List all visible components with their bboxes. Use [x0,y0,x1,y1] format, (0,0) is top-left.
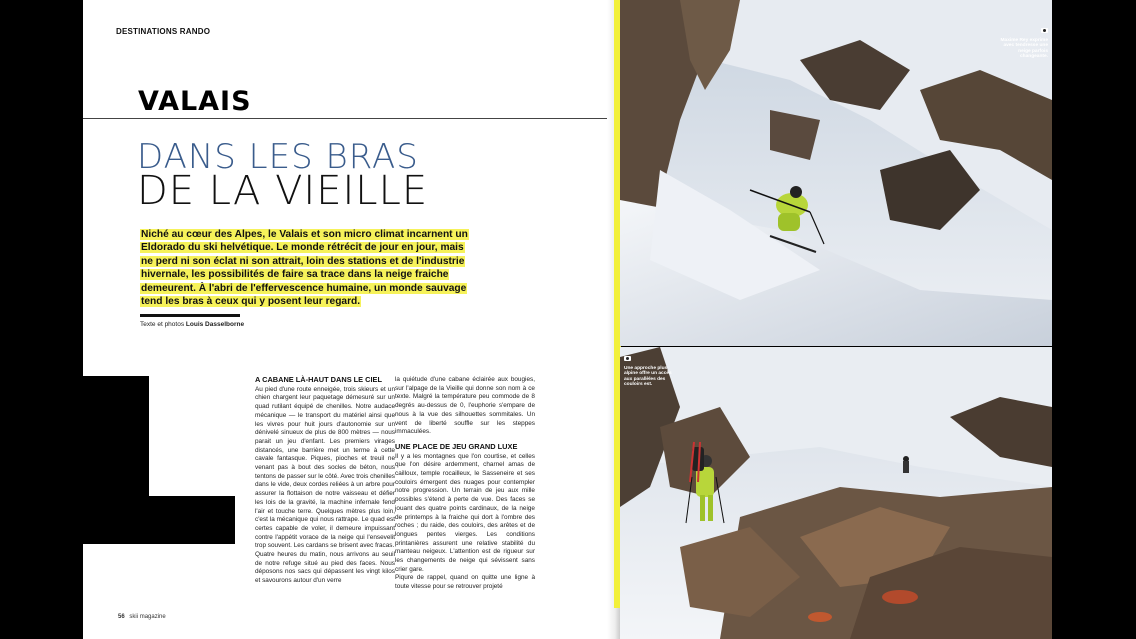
article-column-2 [395,376,535,592]
dropcap-stem [83,376,149,496]
photo-caption-top [998,28,1048,60]
article-paragraph-4: Il y a les montagnes que l'on courtise, et celles que l'on désire ardemment, charnel amas de cailloux, temple rocailleux, le Sasseneire et ses couloirs émergent des nuages pour contempler notre progression. Un terrain de jeu aux mille possibles s'étend à perte de vue. Des faces se jouant des quatre points cardinaux, de la neige de printemps à la fraiche qui dort à l'ombre des roches ; du raide, des couloirs, des arêtes et de longues pentes vierges. Les conditions printanières assurent une relative stabilité du manteau neigeux. L'attention est de rigueur sur les changements de neige qui sévissent sans crier gare. [395,452,535,573]
camera-icon [624,356,631,361]
photo-skier-climb-image [620,347,1052,639]
magazine-name: skii magazine [129,614,166,620]
credit-line [140,321,244,328]
credit-author: Louis Dasselborne [185,321,245,328]
article-column-1 [255,376,395,586]
article-heading-1: A CABANE LÀ-HAUT DANS LE CIEL [255,375,383,384]
article-paragraph-5: Piqure de rappel, quand on quitte une ligne à toute vitesse pour se retrouver projeté [395,574,535,591]
article-paragraph-3: la quiétude d'une cabane éclairée aux bougies, sur l'alpage de la Vieille qui donne son nom à ce texte. Malgré la température peu commode de 8 degrés au-dessus de 0, l'euphorie s'empare de nous à la vue des silhouettes sommitales. Un vent de liberté souffle sur les steppes immaculées. [395,376,535,436]
credit-bar [140,314,240,317]
article-paragraph-1: Au pied d'une route enneigée, trois skieurs et un chien chargent leur paquetage démesuré sur un quad rutilant équipé de chenilles. Notre audace mécanique — le transport du matériel ainsi que les vivres pour huit jours d'autonomie sur un dénivelé sinueux de plus de 800 mètres — nous parait un jeu d'enfant. Les premiers virages distancés, une barrière met un terme à cette cavale fantasque. Piques, pioches et treuil ne venant pas à bout des socles de béton, nous tentons de passer sur le côté. Avec trois chenilles dans le vide, deux cordes reliées à un arbre pour assurer la flottaison de notre vaisseau et défier les lois de la gravité, la machine infernale fend l'air et touche terre. Quelques mètres plus loin, c'est la mécanique qui nous rattrape. Le quad est certes capable de voler, il demeure impuissant contre l'appétit vorace de la neige qui l'ensevelit trop souvent. Les cardans se brisent avec fracas. [255,385,395,550]
kicker-title: VALAIS [138,86,252,117]
lead-highlight: Niché au cœur des Alpes, le Valais et son micro climat incarnent un Eldorado du ski helvétique. Le monde rétrécit de jour en jour, mais ne perd ni son éclat ni son attrait, loin des stations et de l'industrie hivernale, les possibilités de faire sa trace dans la neige fraiche demeurent. À l'abri de l'effervescence humaine, un monde sauvage tend les bras à ceux qui y posent leur regard. [141,229,468,308]
article-heading-2: UNE PLACE DE JEU GRAND LUXE [395,441,518,451]
article-paragraph-2: Quatre heures du matin, nous arrivons au seuil de notre refuge situé au pied des faces. Nous déposons nos sacs qui dépassent les vingt kilos et savourons autour d'un verre [255,551,395,585]
caption-bottom-text: Une approche plus alpine offre un accès aux parallèles des couloirs est. [624,365,672,388]
dropcap-foot [83,496,235,544]
camera-icon [1041,28,1048,33]
photo-skier-descent-image [620,0,1052,346]
headline-line-2: DE LA VIEILLE [137,168,429,214]
photo-skier-climb [620,347,1052,639]
caption-top-text: Maxime Rey exprime avec tendresse une neige parfois changeante. [1000,37,1048,60]
headline-line-1: DANS LES BRAS [137,137,419,177]
photo-caption-bottom [624,356,676,388]
left-page [83,0,620,639]
title-rule [83,118,620,119]
folio [118,614,166,620]
photo-skier-descent [620,0,1052,346]
lead-paragraph [140,228,470,308]
dropcap-letter [83,376,235,544]
credit-prefix: Texte et photos [140,321,185,328]
section-label: DESTINATIONS RANDO [116,27,211,36]
page-number: 56 [118,614,125,620]
